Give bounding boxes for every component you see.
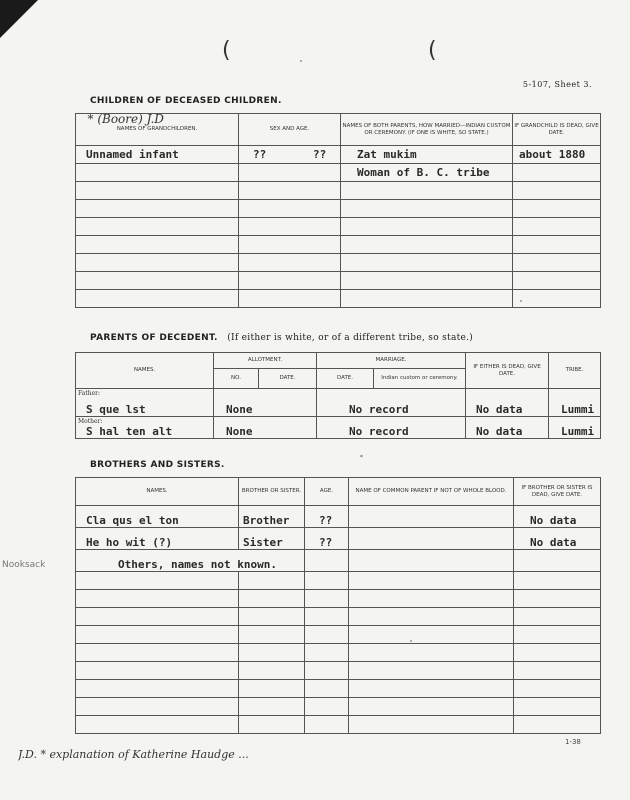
table-row [76,272,601,290]
grandchild-sex-age [239,146,341,164]
header-tribe: TRIBE. [549,353,601,389]
table-row [76,572,601,590]
sibling-dead: No data [514,528,601,550]
header-parent-names: NAMES. [76,353,214,389]
header-sibling-names: NAMES. [76,478,239,506]
mother-dead: No data [466,417,549,439]
header-grandchild-dead: IF GRANDCHILD IS DEAD, GIVE DATE. [513,114,601,146]
header-either-dead: IF EITHER IS DEAD, GIVE DATE. [466,353,549,389]
father-tribe: Lummi [549,389,601,417]
bottom-handwritten-annotation: J.D. * explanation of Katherine Haudge ... [18,748,249,761]
father-marriage: No record [317,389,466,417]
table-row [76,200,601,218]
sibling-age: ?? [305,528,349,550]
father-name-cell [76,389,214,417]
siblings-table [75,477,601,734]
header-common-parent: NAME OF COMMON PARENT IF NOT OF WHOLE BLOOD. [349,478,514,506]
scan-corner [0,0,38,38]
father-dead: No data [466,389,549,417]
table-row [76,698,601,716]
header-allot-no: NO. [214,369,259,389]
sibling-name: Cla qus el ton [76,506,239,528]
header-both-parents: NAMES OF BOTH PARENTS, HOW MARRIED—INDIAN CUSTOM OR CEREMONY. (IF ONE IS WHITE, SO STATE.) [341,114,513,146]
grandchild-age: ?? [313,148,327,161]
grandchild-annotation: * (Boore) J.D [87,111,164,126]
table-row [76,290,601,308]
header-allotment: ALLOTMENT. [214,353,317,369]
grandchild-death-date: about 1880 [513,146,601,164]
sibling-relation: Brother [239,506,305,528]
sibling-dead: No data [514,506,601,528]
sibling-age: ?? [305,506,349,528]
header-brother-sister: BROTHER OR SISTER. [239,478,305,506]
punch-hole-right: ( [428,38,437,63]
father-name: S que lst [86,403,146,416]
sibling-name: Others, names not known. [76,550,305,572]
table-row [76,164,601,182]
header-grandchild-names: NAMES OF GRANDCHILDREN. [76,114,239,146]
table-row [76,550,601,572]
table-row [76,506,601,528]
table-row [76,608,601,626]
table-row [76,626,601,644]
siblings-section-title: BROTHERS AND SISTERS. [90,460,225,470]
grandchildren-table [75,113,601,308]
table-row [76,528,601,550]
header-allot-date: DATE. [259,369,317,389]
sibling-relation: Sister [239,528,305,550]
table-row [76,680,601,698]
table-row [76,662,601,680]
table-row [76,254,601,272]
mother-name-cell [76,417,214,439]
father-label: Father: [78,390,101,397]
father-row [76,389,601,417]
scan-speck [520,300,522,302]
page-code: 1-38 [565,738,581,746]
margin-note: Nooksack [2,560,46,570]
table-row [76,236,601,254]
form-number: 5-107, Sheet 3. [522,80,592,89]
table-row [76,590,601,608]
grandchild-parent1: Zat mukim [341,146,513,164]
header-sibling-dead: IF BROTHER OR SISTER IS DEAD, GIVE DATE. [514,478,601,506]
parents-section-title [90,333,473,343]
parents-title-text: PARENTS OF DECEDENT. [90,333,218,343]
mother-name: S hal ten alt [86,425,173,438]
scan-speck [360,455,363,457]
table-row [76,644,601,662]
parents-table [75,352,601,439]
header-marr-custom: Indian custom or ceremony. [374,369,466,389]
grandchild-parent2: Woman of B. C. tribe [341,164,513,182]
father-allotment: None [214,389,317,417]
mother-allotment: None [214,417,317,439]
table-row [76,182,601,200]
scan-speck [410,640,412,642]
mother-row [76,417,601,439]
grandchild-sex: ?? [253,148,267,161]
punch-hole-left: ( [222,38,231,63]
header-sex-age: SEX AND AGE. [239,114,341,146]
scan-speck [300,60,302,62]
grandchild-name: Unnamed infant [76,146,239,164]
header-marriage: MARRIAGE. [317,353,466,369]
header-sibling-age: AGE. [305,478,349,506]
table-row [76,218,601,236]
table-row [76,716,601,734]
header-marr-date: DATE. [317,369,374,389]
parents-note: (If either is white, or of a different tribe, so state.) [227,333,474,343]
mother-label: Mother: [78,418,103,425]
children-section-title: CHILDREN OF DECEASED CHILDREN. [90,96,282,106]
mother-marriage: No record [317,417,466,439]
mother-tribe: Lummi [549,417,601,439]
sibling-name: He ho wit (?) [76,528,239,550]
table-row [76,146,601,164]
